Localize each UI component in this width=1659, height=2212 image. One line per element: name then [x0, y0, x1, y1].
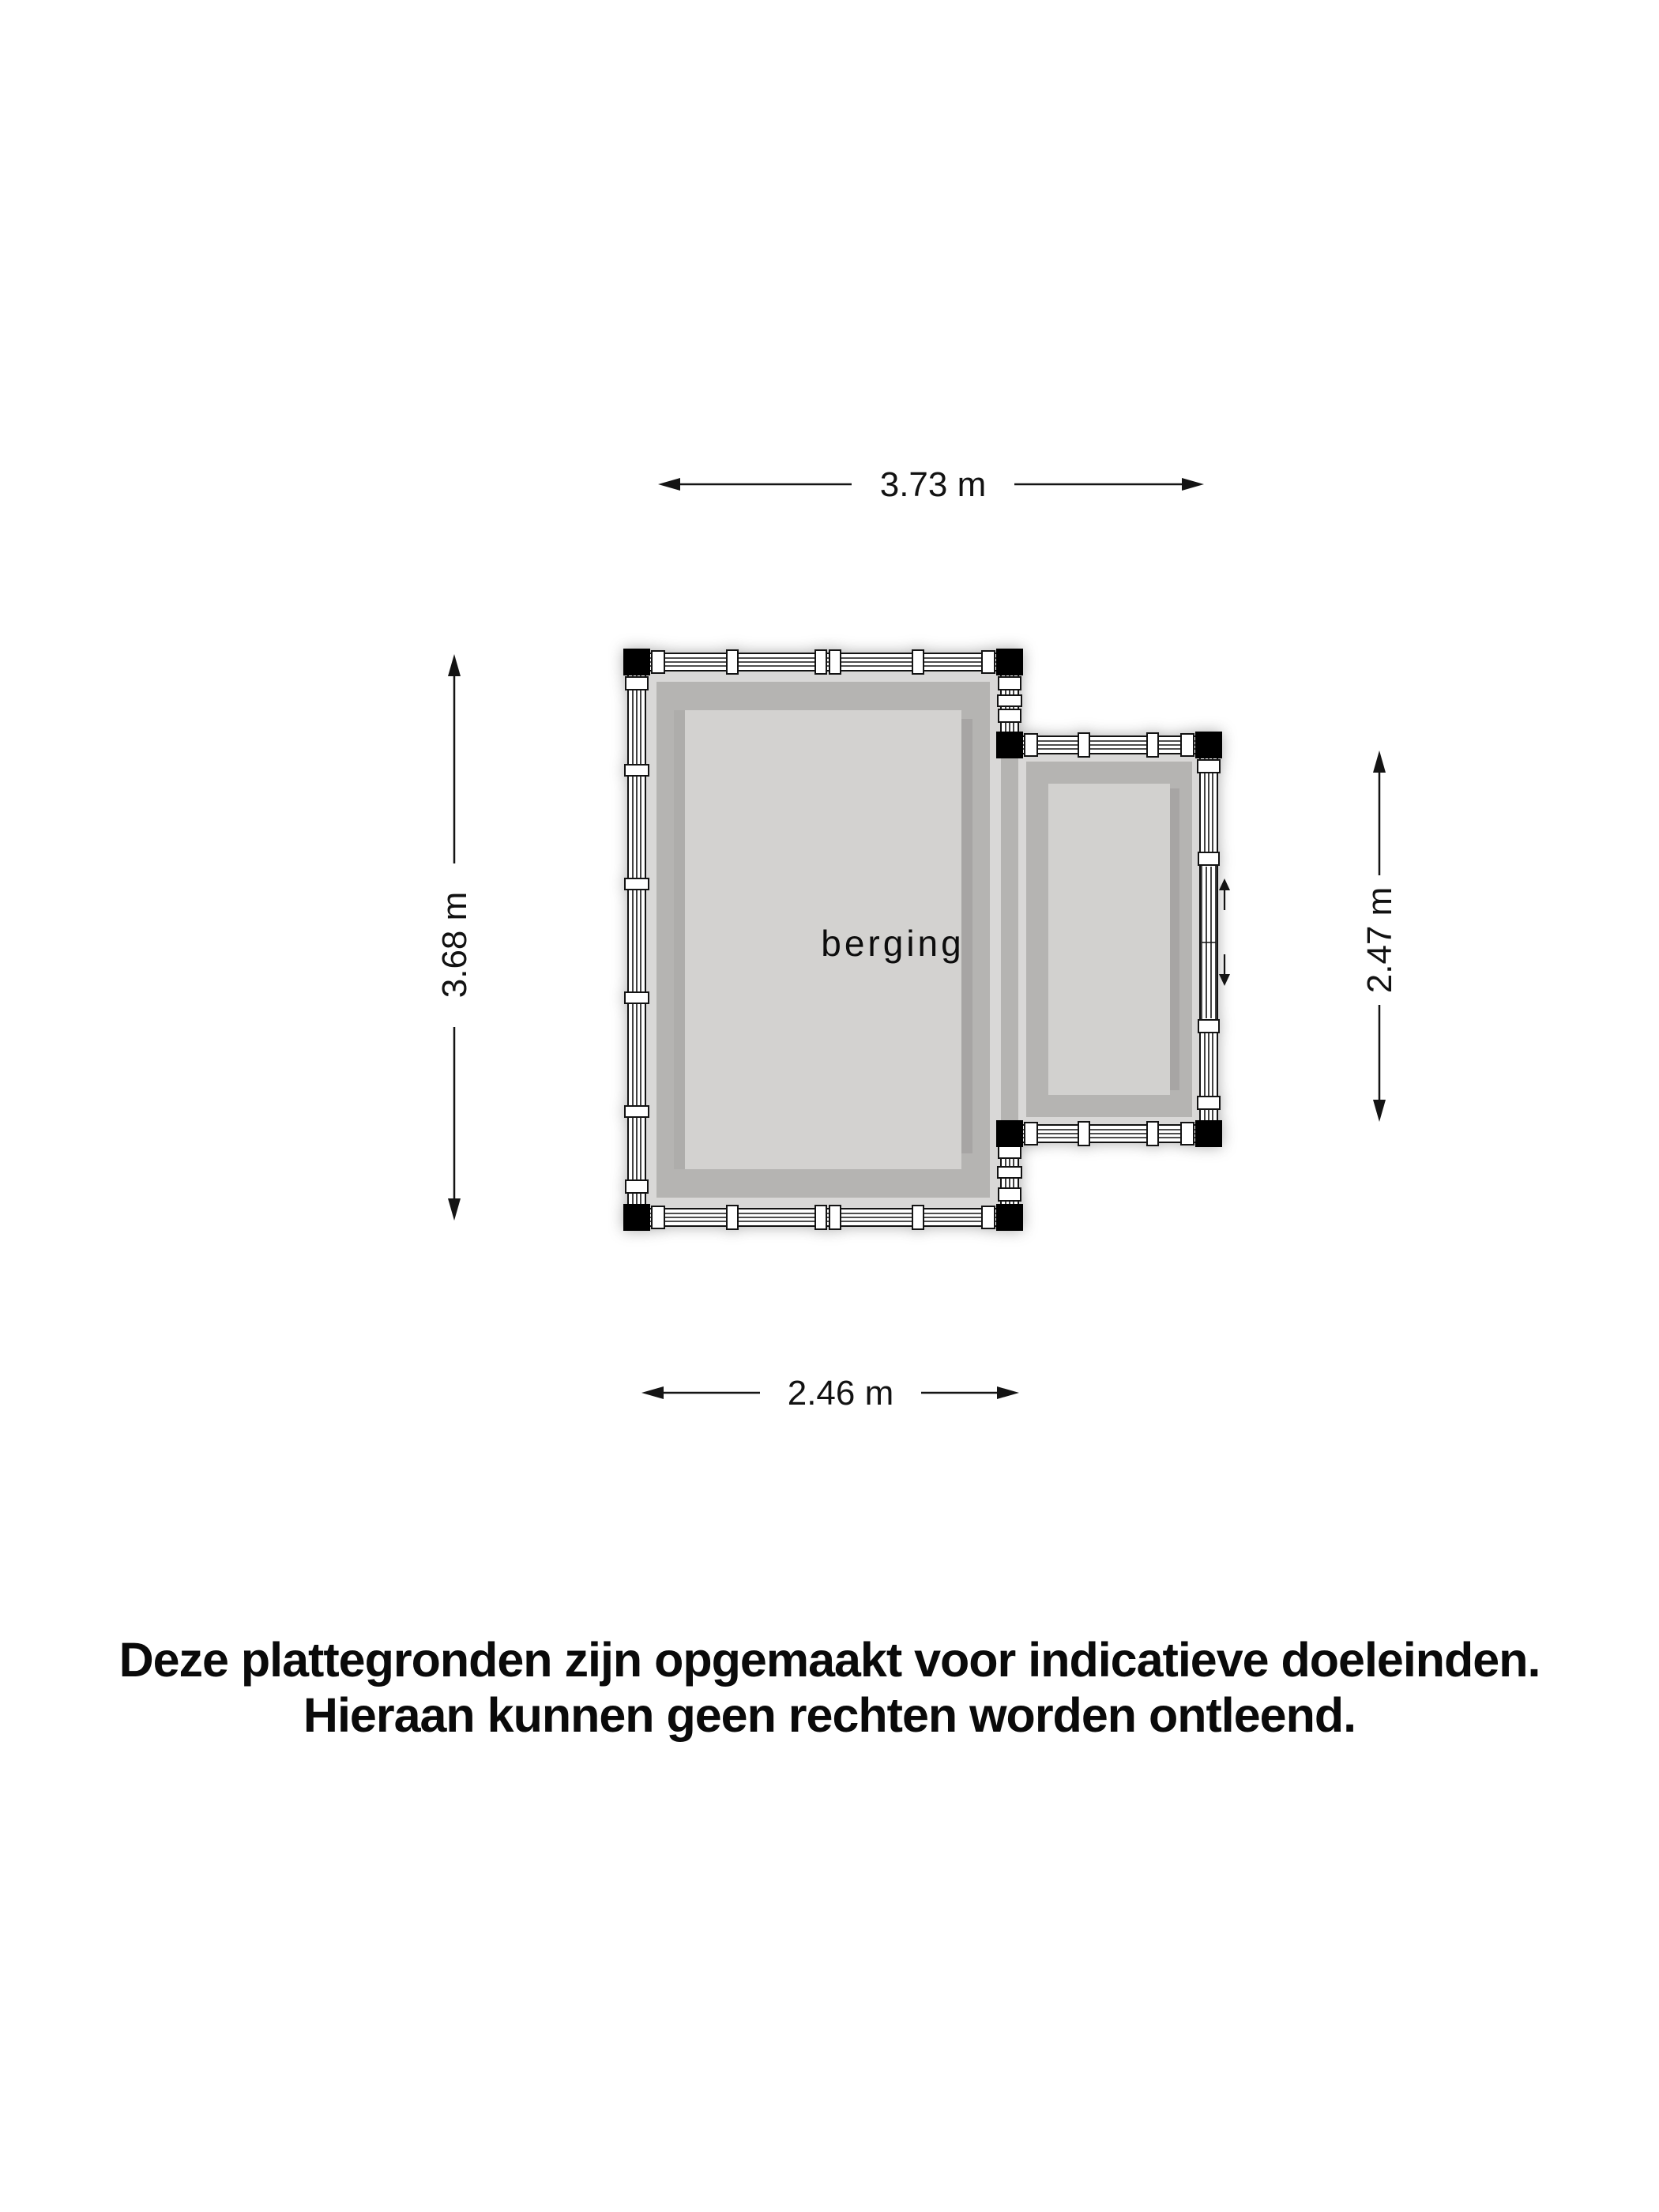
- wall-post: [830, 650, 841, 674]
- main-wall-left: [628, 653, 645, 1226]
- extension-wall-right: [1198, 736, 1219, 1142]
- wall-post: [998, 695, 1021, 706]
- wall-connector: [982, 651, 995, 673]
- disclaimer-line-1: Deze plattegronden zijn opgemaakt voor indicatieve doeleinden.: [118, 1633, 1540, 1687]
- corner-post: [623, 1204, 650, 1231]
- corner-post: [996, 1204, 1023, 1231]
- wall-connector: [1198, 1097, 1220, 1109]
- wall-post: [1078, 1122, 1089, 1146]
- corner-post: [996, 649, 1023, 675]
- corner-post: [623, 649, 650, 675]
- dimension-right: [1360, 750, 1399, 1122]
- sliding-door: [1198, 852, 1219, 1033]
- wall-post: [625, 765, 649, 776]
- wall-post: [815, 1206, 826, 1229]
- dimension-bottom: [641, 1374, 1019, 1413]
- wall-post: [1078, 733, 1089, 757]
- extension-floor: [1048, 784, 1170, 1095]
- wall-connector: [652, 1206, 664, 1228]
- extension-floor-right-shadow: [1170, 788, 1179, 1090]
- corner-post: [996, 732, 1023, 758]
- dimension-left-label: 3.68 m: [435, 891, 474, 999]
- wall-post: [625, 1106, 649, 1117]
- wall-connector: [626, 1180, 648, 1193]
- wall-connector: [982, 1206, 995, 1228]
- wall-post: [625, 992, 649, 1003]
- wall-post: [1147, 733, 1158, 757]
- wall-connector: [999, 709, 1021, 722]
- corner-post: [996, 1120, 1023, 1147]
- wall-post: [625, 878, 649, 890]
- wall-connector: [1198, 760, 1220, 773]
- junction-strip: [1001, 754, 1018, 1125]
- wall-post: [912, 1206, 924, 1229]
- wall-post: [727, 1206, 738, 1229]
- dimension-bottom-label: 2.46 m: [787, 1374, 894, 1413]
- wall-post: [998, 1167, 1021, 1178]
- wall-connector: [652, 651, 664, 673]
- wall-connector: [1181, 1123, 1194, 1145]
- wall-connector: [1025, 1123, 1037, 1145]
- building-shed: [623, 649, 1222, 1231]
- wall-post: [912, 650, 924, 674]
- wall-post: [1147, 1122, 1158, 1146]
- dimension-top: [658, 465, 1204, 504]
- wall-connector: [999, 1188, 1021, 1201]
- disclaimer-line-2: Hieraan kunnen geen rechten worden ontleend.: [303, 1688, 1356, 1742]
- room-label: berging: [821, 923, 965, 964]
- corner-post: [1195, 1120, 1222, 1147]
- wall-connector: [999, 677, 1021, 690]
- dimension-right-label: 2.47 m: [1360, 886, 1399, 994]
- slide-up-arrow-icon: [1219, 878, 1230, 910]
- wall-connector: [1181, 734, 1194, 756]
- corner-post: [1195, 732, 1222, 758]
- disclaimer: [0, 1632, 1659, 1743]
- wall-post: [830, 1206, 841, 1229]
- wall-connector: [999, 1146, 1021, 1158]
- wall-connector: [1025, 734, 1037, 756]
- dimension-top-label: 3.73 m: [879, 465, 987, 504]
- slide-down-arrow-icon: [1219, 954, 1230, 986]
- wall-post: [727, 650, 738, 674]
- wall-connector: [626, 677, 648, 690]
- dimension-left: [435, 654, 474, 1221]
- main-floor-left-shadow: [674, 710, 685, 1169]
- wall-post: [815, 650, 826, 674]
